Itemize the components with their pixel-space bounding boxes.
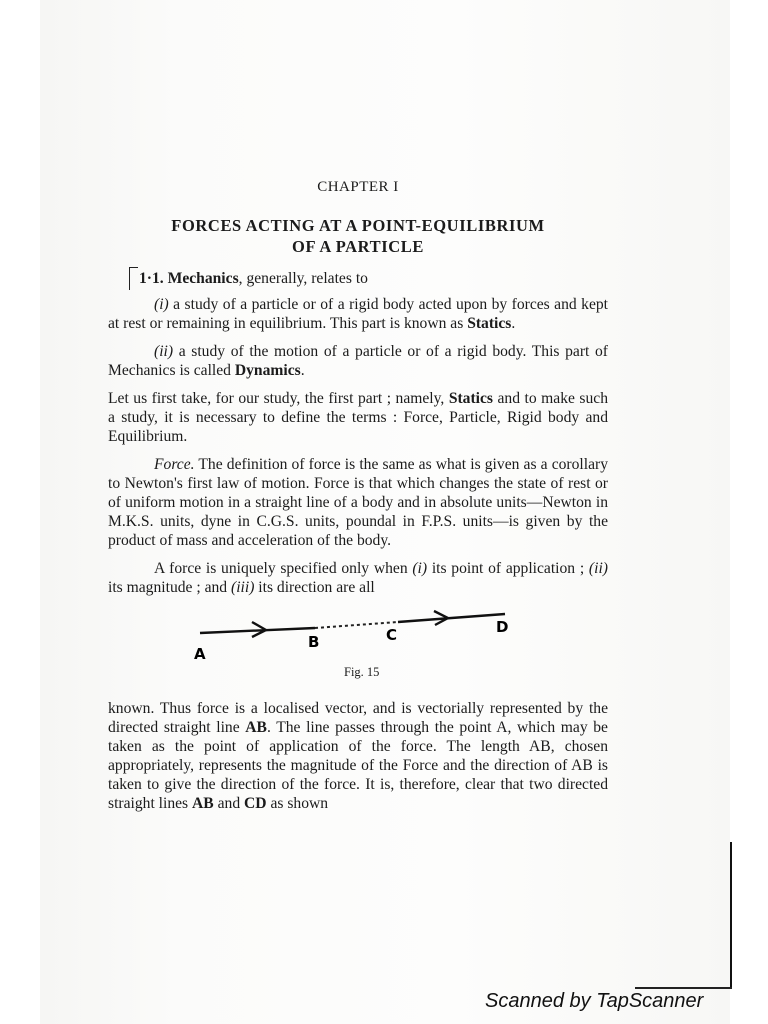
item-label-iii: (iii) (231, 579, 255, 596)
chapter-title-line-2: OF A PARTICLE (292, 237, 424, 256)
scanner-watermark: Scanned by TapScanner (485, 990, 704, 1012)
chapter-heading: CHAPTER I (317, 179, 399, 195)
paragraph-text: Let us first take, for our study, the first part ; namely, (108, 390, 449, 407)
point-label-b: B (308, 633, 320, 651)
margin-bracket-mark (129, 267, 138, 290)
line-segment-cd (398, 614, 505, 622)
paragraph-localised-vector (108, 699, 608, 813)
point-label-c: C (386, 626, 398, 644)
text-run: its point of application ; (427, 560, 589, 577)
figure-caption: Fig. 15 (344, 665, 380, 679)
term-ab-2: AB (192, 795, 214, 812)
force-label: Force. (154, 456, 195, 473)
text-run: and (213, 795, 245, 812)
page-content (108, 178, 608, 813)
text-run: its direction are all (254, 579, 375, 596)
term-dynamics: Dynamics (234, 362, 301, 379)
paragraph-end: . (511, 315, 516, 332)
item-label-i: (i) (154, 296, 169, 313)
item-label-ii: (ii) (588, 560, 608, 577)
item-label-i: (i) (412, 560, 428, 577)
point-label-a: A (194, 645, 206, 663)
term-statics: Statics (467, 315, 512, 332)
item-label-ii: (ii) (154, 343, 174, 360)
paragraph-force-definition (108, 455, 608, 550)
paragraph-text: The definition of force is the same as what is given as a corollary to Newton's first law of motion. Force is that which changes the state of rest or of uniform motion in a straight line of a body and in absolute units—Newton in M.K.S. units, dyne in C.G.S. units, poundal in F.P.S. units—is given by the product of mass and acceleration of the body. (108, 456, 608, 549)
paragraph-dynamics (108, 342, 608, 380)
paragraph-first-part (108, 389, 608, 446)
text-run: known. Thus force is a localised vector, and is vectorially represented by the directed straight line (108, 700, 608, 736)
text-run: A force is uniquely specified only when (154, 560, 413, 577)
page-edge-vertical-line (730, 842, 732, 988)
text-run: . The line passes through the point A, which may be taken as the point of application of the force. The length AB, chosen appropriately, represents the magnitude of the Force and the direction of AB is taken to give the direction of the force. It is, therefore, clear that two directed straight lines (108, 719, 608, 812)
paragraph-text: a study of the motion of a particle or of a rigid body. This part of Mechanics is called (108, 343, 608, 379)
text-run: as shown (266, 795, 329, 812)
section-intro: , generally, relates to (238, 270, 368, 287)
paragraph-statics (108, 295, 608, 333)
page-edge-horizontal-line (635, 987, 732, 989)
term-cd: CD (244, 795, 267, 812)
chapter-title (108, 215, 608, 257)
section-heading (139, 269, 608, 288)
paragraph-text-rest: and to make such a study, it is necessary to define the terms : Force, Particle, Rigid body and Equilibrium. (108, 390, 608, 445)
term-ab: AB (245, 719, 267, 736)
chapter-title-line-1: FORCES ACTING AT A POINT-EQUILIBRIUM (171, 216, 545, 235)
section-number: 1·1. (139, 270, 164, 287)
text-run: its magnitude ; and (108, 579, 231, 596)
figure-15 (108, 607, 608, 693)
paragraph-text: a study of a particle or of a rigid body acted upon by forces and kept at rest or remaining in equilibrium. This part is known as (108, 296, 608, 332)
paragraph-end: . (300, 362, 305, 379)
section-term: Mechanics (167, 270, 239, 287)
line-segment-ab (200, 628, 315, 633)
point-label-d: D (496, 618, 509, 636)
paragraph-force-specified (108, 559, 608, 597)
term-statics-2: Statics (448, 390, 493, 407)
